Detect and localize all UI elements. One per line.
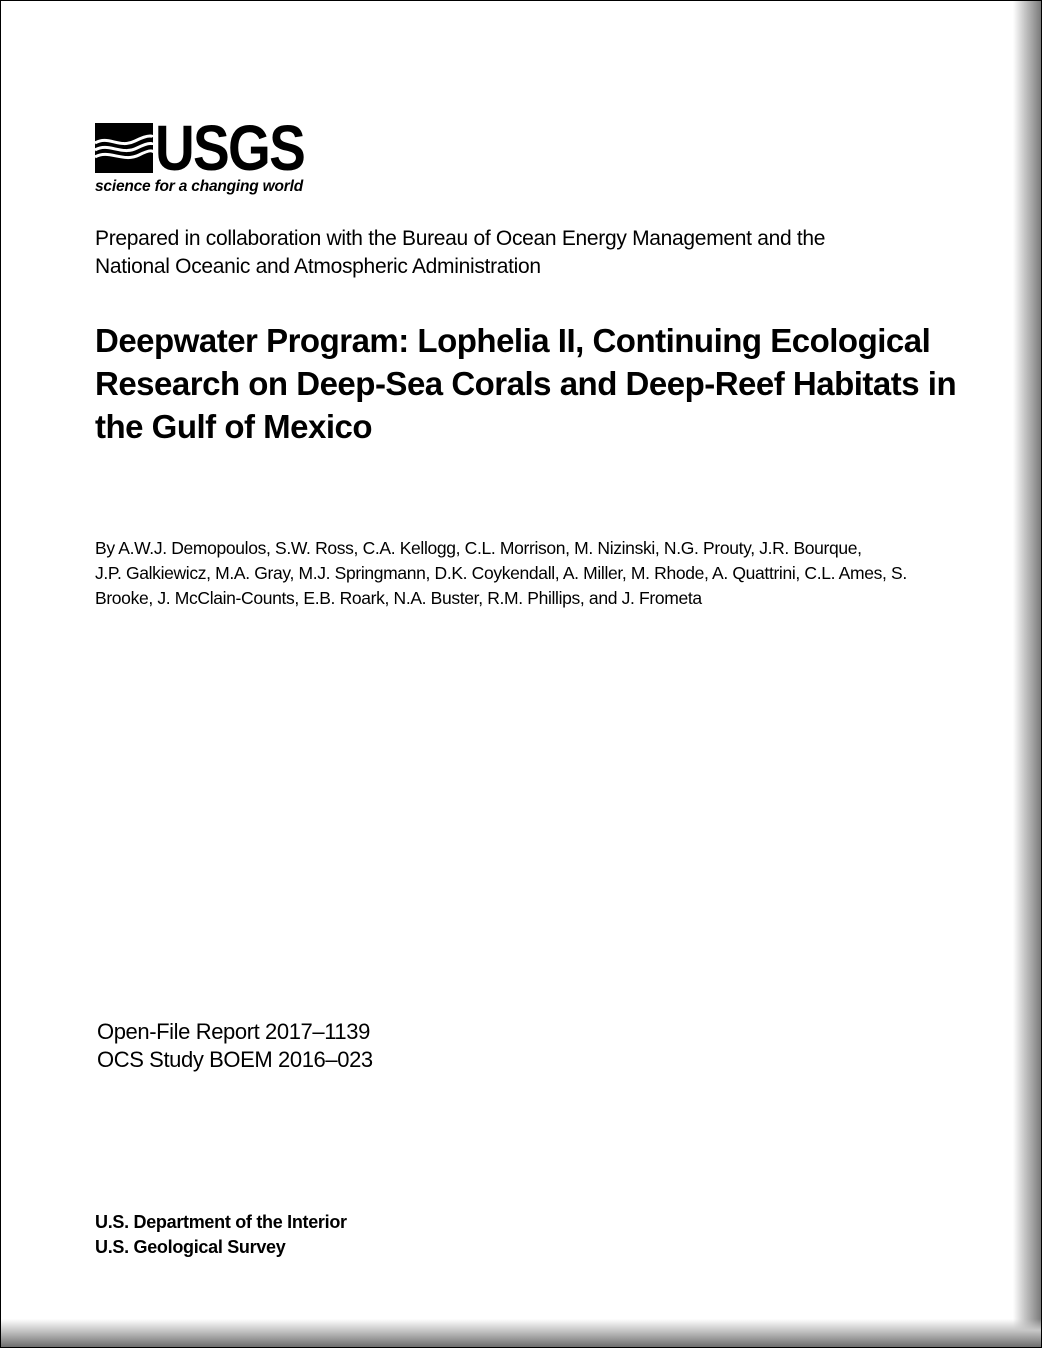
agency-name: U.S. Geological Survey [95, 1237, 286, 1257]
open-file-report-number: Open-File Report 2017–1139 [97, 1019, 370, 1044]
page-shadow-bottom [1, 1319, 1041, 1347]
title-line: Research on Deep-Sea Corals and Deep-Reef Habitats in [95, 365, 957, 402]
page-shadow-right [1013, 1, 1041, 1347]
report-numbers [97, 1018, 373, 1074]
usgs-wave-icon [95, 123, 153, 173]
report-title [95, 319, 975, 448]
author-line: J.P. Galkiewicz, M.A. Gray, M.J. Springmann, D.K. Coykendall, A. Miller, M. Rhode, A. Quattrini, C.L. Ames, S. [95, 563, 907, 583]
title-line: the Gulf of Mexico [95, 408, 373, 445]
usgs-logo [95, 112, 317, 199]
author-line: By A.W.J. Demopoulos, S.W. Ross, C.A. Kellogg, C.L. Morrison, M. Nizinski, N.G. Prouty, J.R. Bourque, [95, 538, 862, 558]
department-name: U.S. Department of the Interior [95, 1212, 347, 1232]
author-line: Brooke, J. McClain-Counts, E.B. Roark, N.A. Buster, R.M. Phillips, and J. Frometa [95, 588, 702, 608]
usgs-tagline: science for a changing world [95, 178, 304, 195]
collaboration-line: Prepared in collaboration with the Bureau of Ocean Energy Management and the [95, 227, 826, 250]
usgs-wordmark: USGS [155, 112, 305, 184]
author-list [95, 536, 935, 611]
ocs-study-number: OCS Study BOEM 2016–023 [97, 1047, 373, 1072]
department-block [95, 1210, 347, 1260]
collaboration-statement [95, 225, 855, 281]
title-line: Deepwater Program: Lophelia II, Continuing Ecological [95, 322, 931, 359]
collaboration-line: National Oceanic and Atmospheric Administration [95, 255, 541, 278]
